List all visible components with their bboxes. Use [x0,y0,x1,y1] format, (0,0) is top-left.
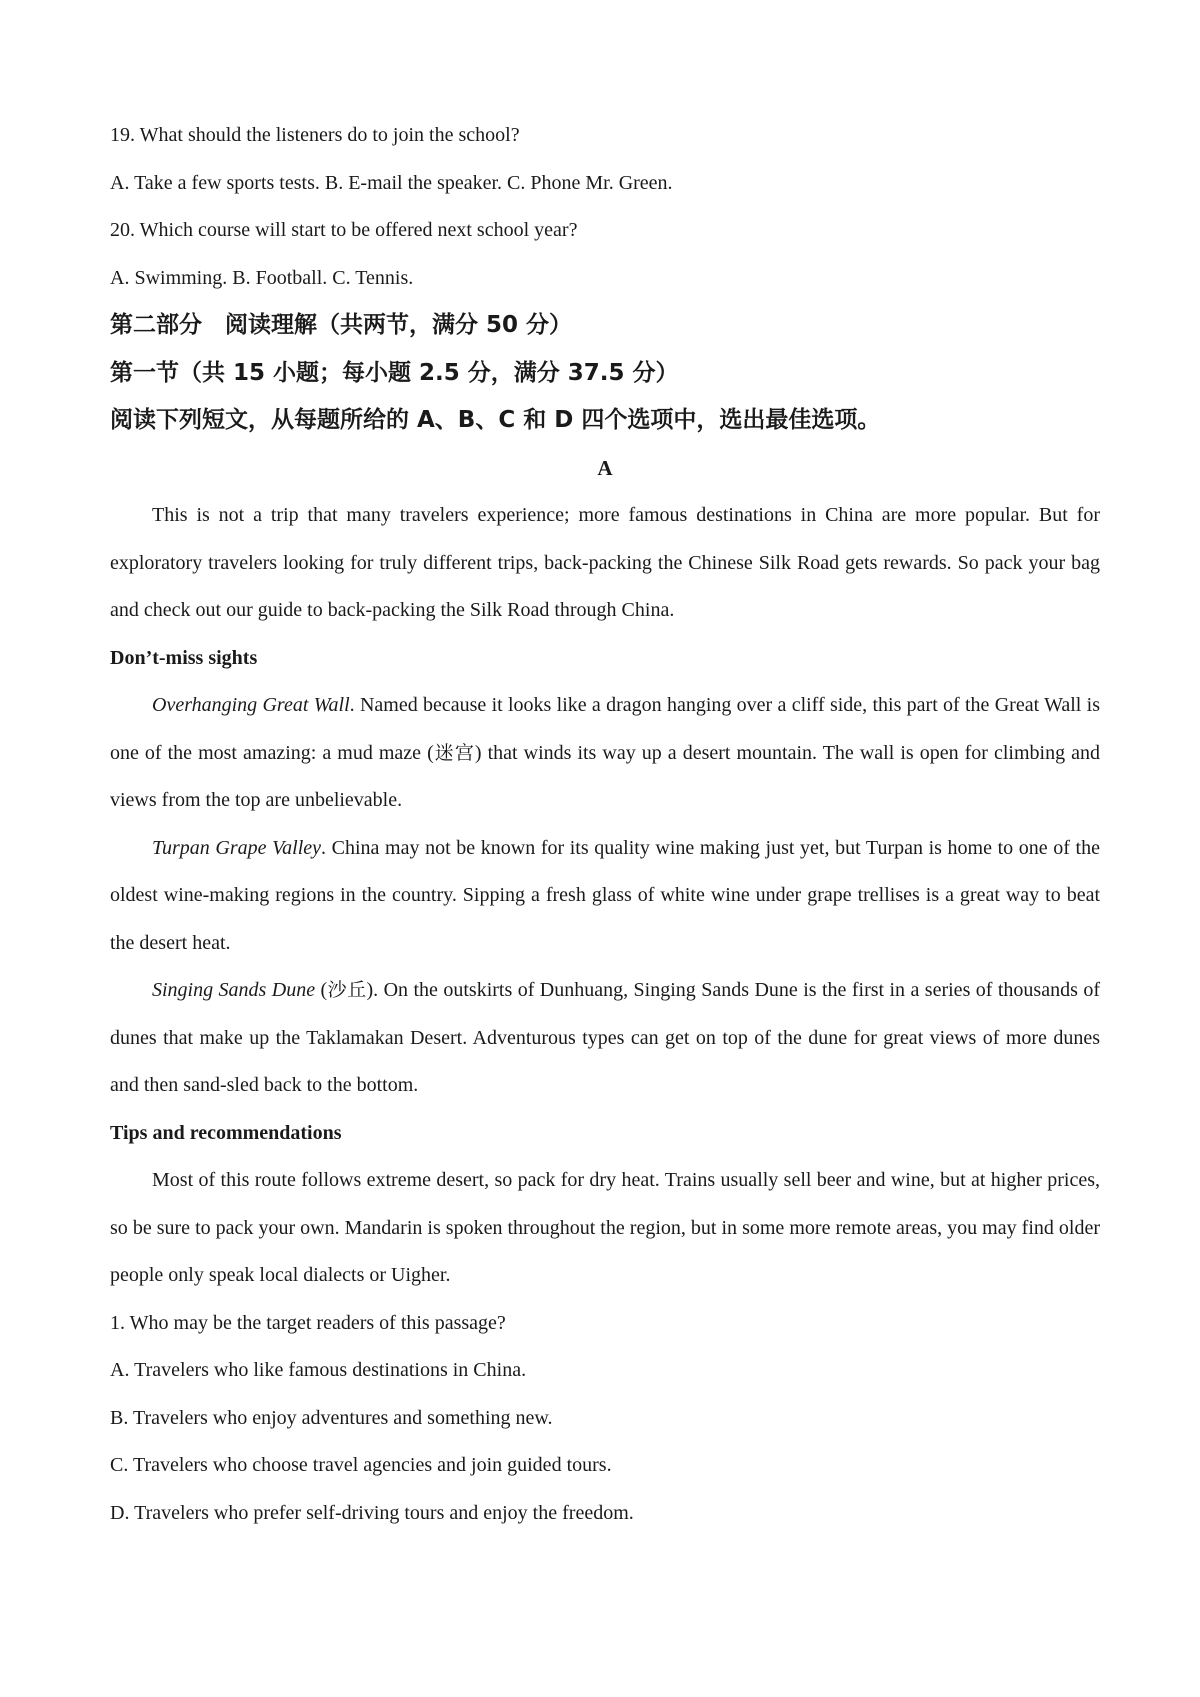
chinese-gloss: 沙丘 [327,979,367,1001]
sight-overhanging-great-wall [110,682,1100,825]
question-1-option-c: C. Travelers who choose travel agencies and join guided tours. [110,1454,612,1476]
tips-heading: Tips and recommendations [110,1121,342,1144]
sight-singing-sands-dune [110,967,1100,1110]
question-1-option-d: D. Travelers who prefer self-driving tours and enjoy the freedom. [110,1501,634,1524]
sight-name: Overhanging Great Wall [152,694,350,716]
sight-text: . China may not be known for its quality wine making just yet, but Turpan is home to one of the oldest wine-making regions in the country. Sipping a fresh glass of white wine under grape trellises is a great way to beat the desert heat. [110,836,1100,954]
sight-text: ). On the outskirts of Dunhuang, Singing Sands Dune is the first in a series of thousands of dunes that make up the Taklamakan Desert. Adventurous types can get on top of the dune for great views of more dunes and then sand-sled back to the bottom. [110,979,1100,1096]
passage-label: A [597,455,613,480]
question-20: 20. Which course will start to be offered next school year? [110,219,578,241]
subsection-title: 第一节（共 15 小题；每小题 2.5 分，满分 37.5 分） [110,359,679,386]
passage-intro: This is not a trip that many travelers experience; more famous destinations in China are more popular. But for exploratory travelers looking for truly different trips, back-packing the Chinese Silk Road gets rewards. So pack your bag and check out our guide to back-packing the Silk Road through China. [110,504,1100,621]
part-title: 第二部分 阅读理解（共两节，满分 50 分） [110,312,573,338]
question-1-option-b: B. Travelers who enjoy adventures and something new. [110,1406,553,1429]
sight-text: . Named because it looks like a dragon hanging over a cliff side, this part of the Great Wall is one of the most amazing: a mud maze ( [110,694,1100,764]
sight-name: Singing Sands Dune [152,979,316,1001]
question-20-options: A. Swimming. B. Football. C. Tennis. [110,266,414,289]
chinese-gloss: 迷宫 [433,741,475,764]
sight-text: ( [315,979,328,1001]
sights-heading: Don’t-miss sights [110,646,258,669]
exam-page [110,112,1100,1537]
question-1-option-a: A. Travelers who like famous destinations in China. [110,1359,527,1381]
sight-text: ) that winds its way up a desert mountain. The wall is open for climbing and views from the top are unbelievable. [110,741,1100,811]
sight-turpan-grape-valley [110,825,1100,968]
sight-name: Turpan Grape Valley [152,836,322,859]
question-1-stem: 1. Who may be the target readers of this passage? [110,1311,506,1334]
question-19: 19. What should the listeners do to join the school? [110,124,520,146]
instruction: 阅读下列短文，从每题所给的 A、B、C 和 D 四个选项中，选出最佳选项。 [110,407,881,433]
question-19-options: A. Take a few sports tests. B. E-mail the speaker. C. Phone Mr. Green. [110,171,673,194]
tips-paragraph: Most of this route follows extreme desert, so pack for dry heat. Trains usually sell beer and wine, but at higher prices, so be sure to pack your own. Mandarin is spoken throughout the region, but in some more remote areas, you may find older people only speak local dialects or Uigher. [110,1169,1100,1286]
